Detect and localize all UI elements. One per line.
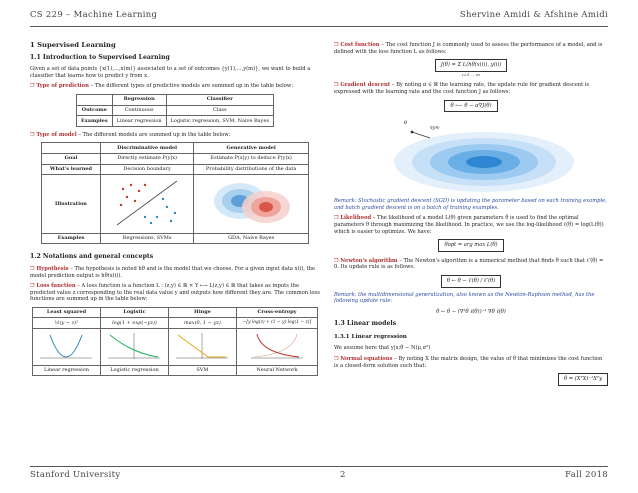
table-header: Cross-entropy xyxy=(236,307,317,318)
newton-formula: θ ← θ − ℓ′(θ) / ℓ″(θ) xyxy=(441,275,501,288)
table-cell: Neural Network xyxy=(236,365,317,376)
table-cell: GDA, Naive Bayes xyxy=(194,233,309,244)
prediction-table xyxy=(76,94,274,127)
model-label: Type of model xyxy=(36,131,77,138)
gradient-descent-figure xyxy=(334,116,608,194)
discriminative-illustration xyxy=(100,175,193,234)
subsection-title: 1.2 Notations and general concepts xyxy=(30,253,154,261)
hypothesis-text: – The hypothesis is noted hθ and is the model that we choose. For a given input data x(i), the model prediction output is hθ(x(i)). xyxy=(30,265,316,279)
right-column xyxy=(334,34,608,388)
cross-entropy-plot xyxy=(236,329,317,366)
table-cell: Class xyxy=(166,105,273,116)
normal-equations-formula: θ = (XᵀX)⁻¹Xᵀy xyxy=(558,373,608,386)
prediction-paragraph xyxy=(30,83,320,90)
table-header: Least squared xyxy=(33,307,101,318)
gradient-figure-label: ∇J(θ) xyxy=(430,125,440,131)
bullet-icon: ❐ xyxy=(30,283,37,290)
page-number: 2 xyxy=(339,470,346,480)
table-cell: Outcome xyxy=(76,105,112,116)
normal-equations-label: Normal equations xyxy=(340,356,393,363)
loss-paragraph xyxy=(30,283,320,303)
table-cell: Decision boundary xyxy=(100,164,193,175)
normal-equations-paragraph xyxy=(334,356,608,369)
normal-equations-equation xyxy=(334,373,608,386)
table-cell: ½(y − z)² xyxy=(33,318,101,329)
bullet-icon: ❐ xyxy=(334,356,341,363)
table-header: Logistic xyxy=(100,307,168,318)
table-cell: Regressions, SVMs xyxy=(100,233,193,244)
theta-figure-label: θ xyxy=(404,120,408,127)
bullet-icon: ❐ xyxy=(334,82,341,89)
hypothesis-paragraph xyxy=(30,266,320,279)
bullet-icon: ❐ xyxy=(30,131,37,138)
gaussian-contour-figure xyxy=(206,177,296,229)
bullet-icon: ❐ xyxy=(334,215,341,222)
loss-text: – A loss function is a function L : (z,y) ∈ ℝ × Y ⟼ L(z,y) ∈ ℝ that takes as inputs the predicted value z corresponding to the real data value y and outputs how different they are. The common loss functions are summed up in the table below: xyxy=(30,283,320,303)
model-table xyxy=(41,142,309,244)
table-header xyxy=(76,94,112,105)
table-header xyxy=(42,143,101,154)
likelihood-paragraph xyxy=(334,215,608,235)
table-cell: Illustration xyxy=(42,175,101,234)
table-cell: −[y log(z) + (1 − y) log(1 − z)] xyxy=(236,318,317,329)
newton-label: Newton's algorithm xyxy=(340,257,398,264)
cost-paragraph xyxy=(334,42,608,55)
newton-raphson-equation: θ ← θ − (∇²θ ℓ(θ))⁻¹ ∇θ ℓ(θ) xyxy=(436,308,506,315)
table-cell: log(1 + exp(−yz)) xyxy=(100,318,168,329)
header-authors: Shervine Amidi & Afshine Amidi xyxy=(459,10,608,20)
scatter-boundary-figure xyxy=(111,177,183,229)
table-cell: Directly estimate P(y|x) xyxy=(100,153,193,164)
bullet-icon: ❐ xyxy=(30,83,37,90)
contour-plot xyxy=(334,116,608,194)
footer-term: Fall 2018 xyxy=(565,470,608,480)
loss-label: Loss function xyxy=(36,283,76,290)
table-cell: Examples xyxy=(42,233,101,244)
generative-illustration xyxy=(194,175,309,234)
subsubsection-title: 1.3.1 Linear regression xyxy=(334,333,407,340)
cost-sum-bounds: i=1 … m xyxy=(462,71,480,77)
table-header: Classifier xyxy=(166,94,273,105)
gd-equation xyxy=(334,100,608,113)
likelihood-text: – The likelihood of a model L(θ) given parameters θ is used to find the optimal parameters θ through maximizing the likelihood. In practice, we use the log-likelihood ℓ(θ) = log(L(θ)) which is easier to optimize. We have: xyxy=(334,215,604,235)
gd-text: – By noting α ∈ ℝ the learning rate, the update rule for gradient descent is expressed with the learning rate and the cost function J as follows: xyxy=(334,82,590,95)
normal-equations-text: – By noting X the matrix design, the value of θ that minimizes the cost function is a closed-form solution such that: xyxy=(334,356,603,369)
newton-equation xyxy=(334,275,608,288)
bullet-icon: ❐ xyxy=(334,257,341,264)
hinge-plot xyxy=(168,329,236,366)
prediction-label: Type of prediction xyxy=(36,83,89,90)
table-cell: Examples xyxy=(76,116,112,127)
table-header: Regression xyxy=(112,94,166,105)
table-cell: Linear regression xyxy=(33,365,101,376)
table-cell: Linear regression xyxy=(112,116,166,127)
table-header: Generative model xyxy=(194,143,309,154)
section-title: 1 Supervised Learning xyxy=(30,41,116,49)
table-header: Hinge xyxy=(168,307,236,318)
header-course: CS 229 – Machine Learning xyxy=(30,10,158,20)
footer-university: Stanford University xyxy=(30,470,121,480)
table-cell: Logistic regression, SVM, Naive Bayes xyxy=(166,116,273,127)
logistic-figure xyxy=(106,331,162,361)
table-cell: Continuous xyxy=(112,105,166,116)
hinge-figure xyxy=(174,331,230,361)
likelihood-equation xyxy=(334,239,608,252)
model-paragraph xyxy=(30,132,320,139)
hypothesis-label: Hypothesis xyxy=(36,265,69,272)
intro-paragraph: Given a set of data points {x(1),...,x(m)} associated to a set of outcomes {y(1),...,y(m)}, we want to build a classifier that learns how to predict y from x. xyxy=(30,66,311,79)
newton-text: – The Newton's algorithm is a numerical method that finds θ such that ℓ′(θ) = 0. Its update rule is as follows: xyxy=(334,257,604,271)
loss-table xyxy=(32,307,318,376)
cost-equation xyxy=(334,59,608,78)
table-cell: SVM xyxy=(168,365,236,376)
table-cell: Logistic regression xyxy=(100,365,168,376)
likelihood-formula: θopt = arg max L(θ) xyxy=(438,239,503,252)
table-cell: Goal xyxy=(42,153,101,164)
table-cell: max(0, 1 − yz) xyxy=(168,318,236,329)
gd-formula: θ ⟵ θ − α∇J(θ) xyxy=(444,100,497,113)
subsection-title: 1.1 Introduction to Supervised Learning xyxy=(30,53,170,61)
bullet-icon: ❐ xyxy=(30,265,37,272)
logistic-plot xyxy=(100,329,168,366)
cost-label: Cost function xyxy=(340,42,380,48)
remark-newton-raphson: Remark: the multidimensional generalization, also known as the Newton-Raphson method, has the following update rule: xyxy=(334,291,595,305)
newton-paragraph xyxy=(334,258,608,271)
table-cell: Probability distributions of the data xyxy=(194,164,309,175)
gd-label: Gradient descent xyxy=(340,82,391,89)
left-column xyxy=(30,34,320,381)
cost-text: – The cost function J is commonly used to assess the performance of a model, and is defined with the loss function L as follows: xyxy=(334,42,603,55)
bullet-icon: ❐ xyxy=(334,42,341,48)
least-squared-plot xyxy=(33,329,101,366)
page-footer xyxy=(30,466,608,484)
subsection-title: 1.3 Linear models xyxy=(334,320,397,328)
remark-sgd: Remark: Stochastic gradient descent (SGD) is updating the parameter based on each training example, and batch gradient descent is on a batch of training examples. xyxy=(334,198,607,211)
table-cell: What's learned xyxy=(42,164,101,175)
assumption-text: We assume here that y|x;θ ∼ N(μ,σ²) xyxy=(334,345,431,352)
model-text: – The different models are summed up in the table below: xyxy=(76,131,231,138)
prediction-text: – The different types of predictive models are summed up in the table below: xyxy=(88,83,294,90)
table-cell: Estimate P(x|y) to deduce P(y|x) xyxy=(194,153,309,164)
page-header xyxy=(30,10,608,27)
gd-paragraph xyxy=(334,82,608,95)
cost-formula: J(θ) = Σ L(hθ(x(i)), y(i)) xyxy=(435,59,508,72)
likelihood-label: Likelihood xyxy=(340,215,372,222)
parabola-figure xyxy=(38,331,94,361)
table-header: Discriminative model xyxy=(100,143,193,154)
cross-entropy-figure xyxy=(249,331,305,361)
